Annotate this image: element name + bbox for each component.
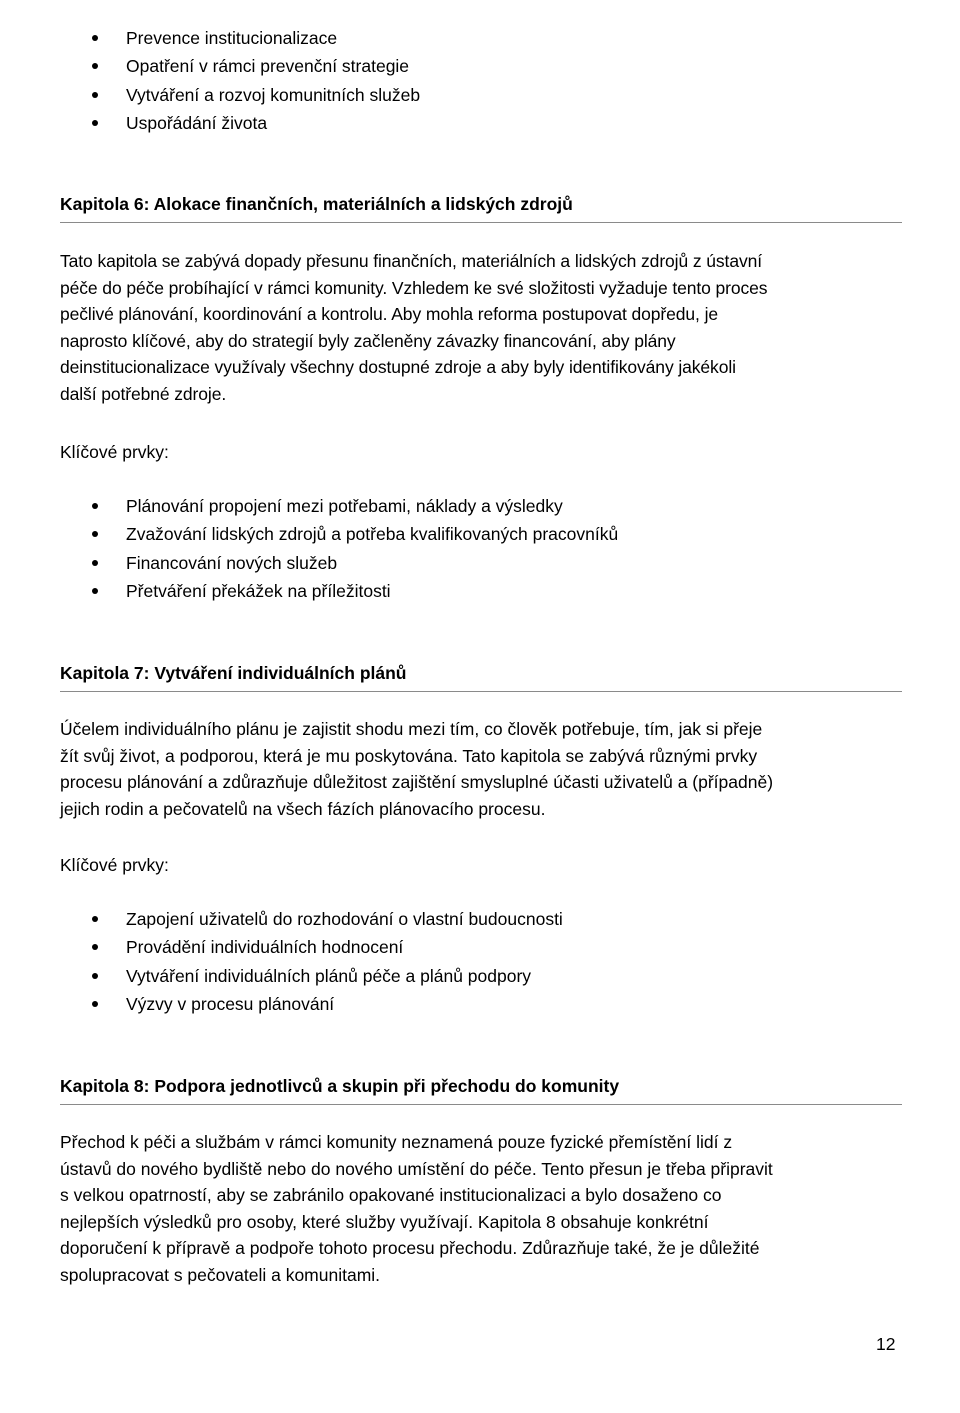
list-item-text: Přetváření překážek na příležitosti: [126, 580, 391, 601]
bullet-icon: [92, 503, 98, 509]
bullet-icon: [92, 973, 98, 979]
bullet-icon: [92, 560, 98, 566]
chapter-8-paragraph: [60, 1129, 910, 1289]
list-item-text: Provádění individuálních hodnocení: [126, 937, 404, 958]
list-item: [92, 905, 563, 933]
list-item: [92, 990, 563, 1018]
paragraph-line: procesu plánování a zdůrazňuje důležitost zajištění smysluplné účasti uživatelů a (případně): [60, 772, 774, 793]
list-item: [92, 962, 563, 990]
paragraph-line: s velkou opatrností, aby se zabránilo opakované institucionalizaci a bylo dosaženo co: [60, 1185, 722, 1206]
paragraph-line: pečlivé plánování, koordinování a kontrolu. Aby mohla reforma postupovat dopředu, je: [60, 304, 718, 325]
bullet-icon: [92, 35, 98, 41]
paragraph-line: spolupracovat s pečovateli a komunitami.: [60, 1264, 381, 1285]
chapter-7-key-list: [92, 905, 563, 1018]
list-item: [92, 933, 563, 961]
list-item-text: Zapojení uživatelů do rozhodování o vlastní budoucnosti: [126, 909, 563, 929]
bullet-icon: [92, 916, 98, 922]
paragraph-line: péče do péče probíhající v rámci komunity. Vzhledem ke své složitosti vyžaduje tento proces: [60, 277, 768, 298]
list-item: [92, 52, 420, 80]
chapter-8-heading: Kapitola 8: Podpora jednotlivců a skupin při přechodu do komunity: [60, 1074, 902, 1105]
bullet-icon: [92, 944, 98, 950]
paragraph-line: deinstitucionalizace využívaly všechny dostupné zdroje a aby byly identifikovány jakékoli: [60, 357, 736, 378]
list-item-text: Výzvy v procesu plánování: [126, 993, 335, 1014]
list-item-text: Zvažování lidských zdrojů a potřeba kvalifikovaných pracovníků: [126, 524, 619, 545]
paragraph-line: ústavů do nového bydliště nebo do nového umístění do péče. Tento přesun je třeba připravit: [60, 1158, 773, 1179]
chapter-7-heading: Kapitola 7: Vytváření individuálních plánů: [60, 661, 902, 692]
list-item: [92, 520, 618, 548]
list-item: [92, 577, 618, 605]
chapter-6-paragraph: [60, 248, 910, 408]
paragraph-line: nejlepších výsledků pro osoby, které služby využívají. Kapitola 8 obsahuje konkrétní: [60, 1211, 709, 1232]
list-item-text: Financování nových služeb: [126, 552, 338, 573]
bullet-icon: [92, 63, 98, 69]
list-item-text: Plánování propojení mezi potřebami, náklady a výsledky: [126, 496, 563, 516]
page-number: 12: [876, 1334, 896, 1354]
bullet-icon: [92, 120, 98, 126]
list-item: [92, 492, 618, 520]
paragraph-line: jejich rodin a pečovatelů na všech fázích plánovacího procesu.: [60, 798, 546, 819]
list-item: [92, 24, 420, 52]
chapter-6-heading: Kapitola 6: Alokace finančních, materiálních a lidských zdrojů: [60, 192, 902, 223]
chapter-6-key-label: Klíčové prvky:: [60, 442, 169, 462]
paragraph-line: Přechod k péči a službám v rámci komunity neznamená pouze fyzické přemístění lidí z: [60, 1132, 733, 1152]
bullet-icon: [92, 531, 98, 537]
list-item: [92, 109, 420, 137]
paragraph-line: žít svůj život, a podporou, která je mu poskytována. Tato kapitola se zabývá různými prvky: [60, 745, 758, 766]
intro-bullet-list: [92, 24, 420, 137]
paragraph-line: další potřebné zdroje.: [60, 383, 227, 404]
list-item-text: Vytváření individuálních plánů péče a plánů podpory: [126, 965, 532, 986]
chapter-6-key-list: [92, 492, 618, 605]
paragraph-line: Tato kapitola se zabývá dopady přesunu finančních, materiálních a lidských zdrojů z ústavní: [60, 251, 762, 271]
chapter-7-paragraph: [60, 716, 910, 822]
list-item-text: Uspořádání života: [126, 112, 268, 133]
bullet-icon: [92, 1001, 98, 1007]
bullet-icon: [92, 588, 98, 594]
list-item-text: Prevence institucionalizace: [126, 28, 338, 48]
chapter-7-key-label: Klíčové prvky:: [60, 855, 169, 875]
list-item-text: Vytváření a rozvoj komunitních služeb: [126, 84, 421, 105]
list-item-text: Opatření v rámci prevenční strategie: [126, 56, 410, 77]
list-item: [92, 81, 420, 109]
paragraph-line: doporučení k přípravě a podpoře tohoto procesu přechodu. Zdůrazňuje také, že je důležité: [60, 1238, 760, 1259]
paragraph-line: naprosto klíčové, aby do strategií byly začleněny závazky financování, aby plány: [60, 330, 676, 351]
bullet-icon: [92, 92, 98, 98]
paragraph-line: Účelem individuálního plánu je zajistit shodu mezi tím, co člověk potřebuje, tím, jak si přeje: [60, 719, 763, 739]
list-item: [92, 549, 618, 577]
